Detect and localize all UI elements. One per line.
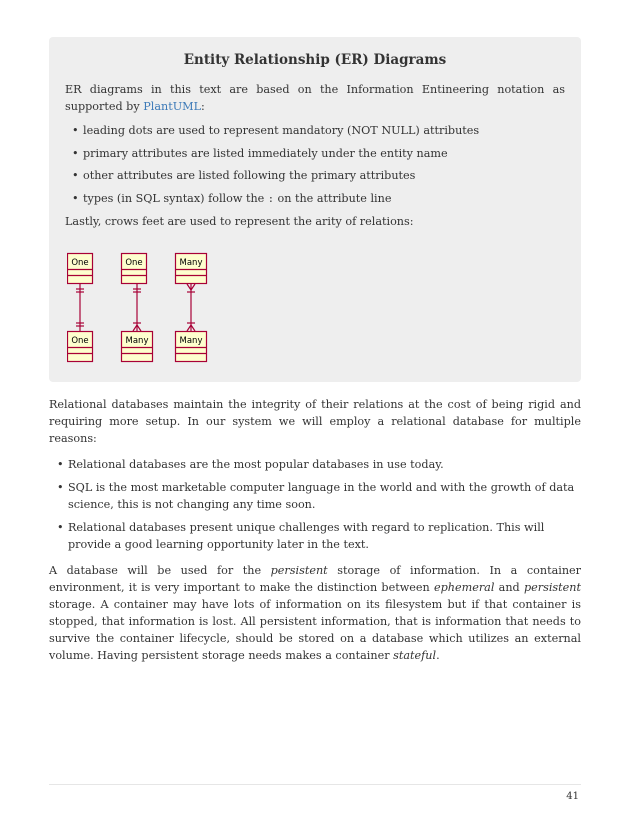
persistent-storage-paragraph: A database will be used for the persistent storage of information. In a container environment, it is very important to make the distinction between ephemeral and persistent storage. A container may have lots of information on its filesystem but if that container is stopped, that information is lost. All persistent information, that is information that needs to survive the container lifecycle, should be stored on a database which utilizes an external volume. Having persistent storage needs makes a container stateful. xyxy=(49,563,582,662)
list-item: • Relational databases present unique challenges with regard to replication. This will provide a good learning opportunity later in the text. xyxy=(57,520,545,551)
page-number: 41 xyxy=(566,791,579,802)
list-item: • primary attributes are listed immediately under the entity name xyxy=(72,146,448,160)
relational-intro: Relational databases maintain the integrity of their relations at the cost of being rigid and requiring more setup. In our system we will employ a relational database for multiple reasons: xyxy=(49,398,581,445)
inline-code: : xyxy=(267,193,274,205)
footer-divider xyxy=(49,784,581,785)
entity-label: Many xyxy=(179,258,203,268)
list-item: • other attributes are listed following the primary attributes xyxy=(72,169,416,182)
plantuml-link[interactable]: PlantUML xyxy=(143,100,202,113)
list-item: • types (in SQL syntax) follow the : on the attribute line xyxy=(72,191,392,205)
main-content xyxy=(49,396,581,664)
entity-label: One xyxy=(71,258,89,268)
entity-label: One xyxy=(125,258,143,268)
list-item: • Relational databases are the most popular databases in use today. xyxy=(57,458,444,471)
list-item: • SQL is the most marketable computer language in the world and with the growth of data science, this is not changing any time soon. xyxy=(57,480,575,511)
er-arity-diagram xyxy=(67,251,227,363)
entity-label: One xyxy=(71,336,89,346)
entity-label: Many xyxy=(125,336,149,346)
reasons-list xyxy=(49,456,581,553)
crows-feet-intro: Lastly, crows feet are used to represent the arity of relations: xyxy=(65,215,414,228)
callout-intro: ER diagrams in this text are based on the Information Entineering notation as supported by PlantUML: xyxy=(65,83,565,113)
entity-label: Many xyxy=(179,336,203,346)
notation-list xyxy=(65,122,565,208)
er-diagrams-callout xyxy=(49,37,581,382)
list-item: • leading dots are used to represent mandatory (NOT NULL) attributes xyxy=(72,124,480,137)
callout-title: Entity Relationship (ER) Diagrams xyxy=(183,52,447,68)
